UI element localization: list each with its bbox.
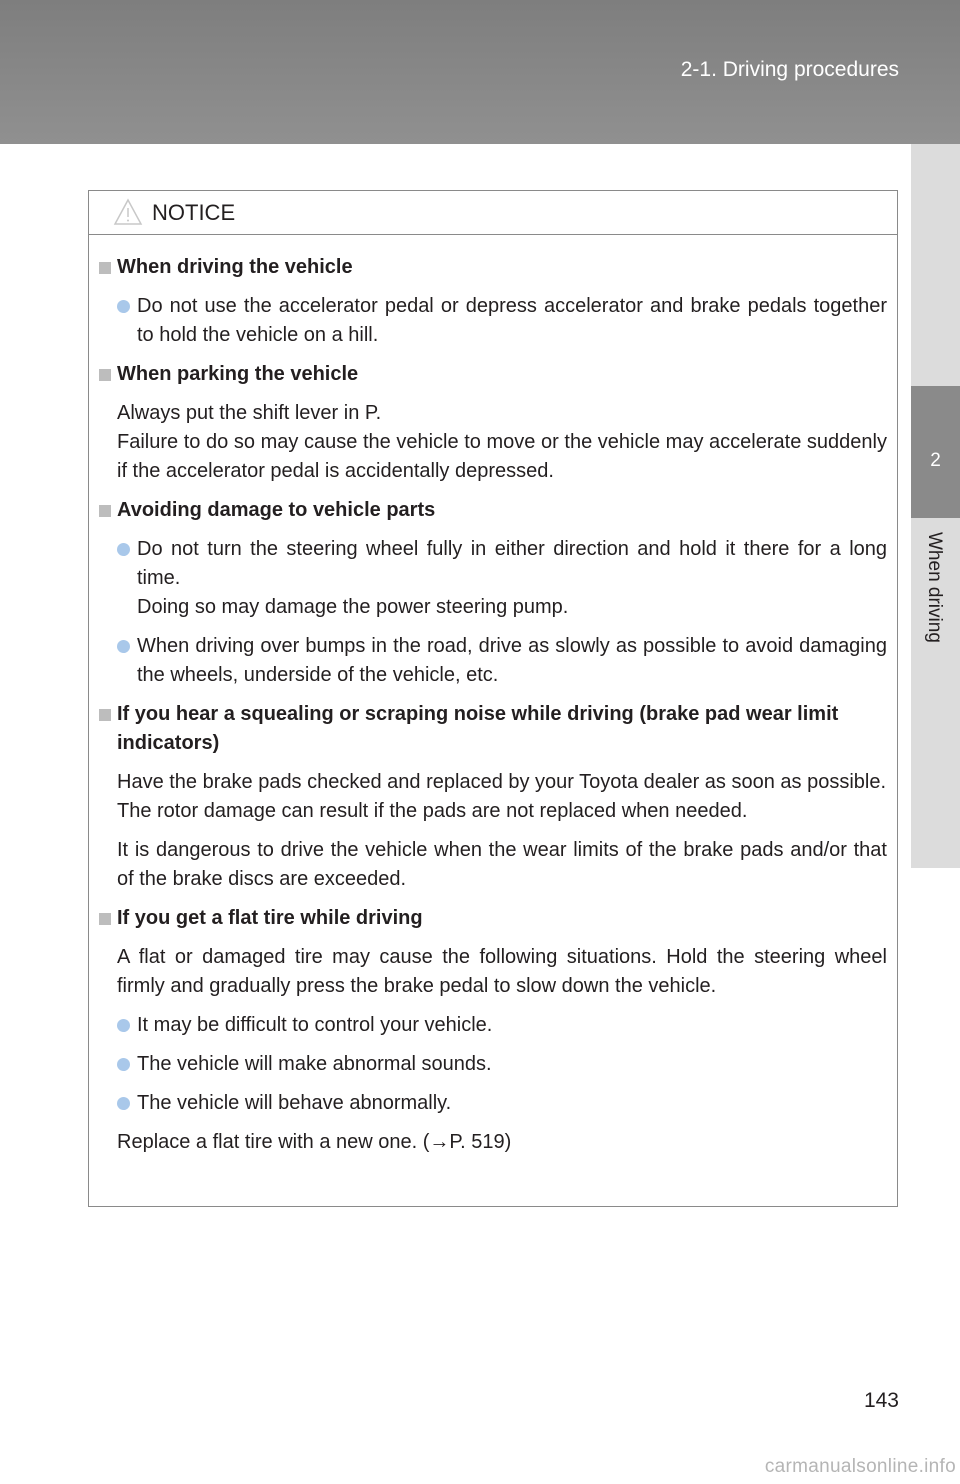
circle-bullet-icon [117, 1097, 130, 1110]
paragraph: It is dangerous to drive the vehicle when the wear limits of the brake pads and/or that of the brake discs are exceeded. [117, 839, 887, 890]
square-bullet-icon [99, 505, 111, 517]
square-bullet-icon [99, 709, 111, 721]
warning-triangle-icon [113, 198, 143, 226]
paragraph: Replace a flat tire with a new one. (→P. 519) [117, 1131, 512, 1153]
bullet-item: Do not turn the steering wheel fully in either direction and hold it there for a long time. Doing so may damage the power steering pump. [117, 535, 887, 622]
circle-bullet-icon [117, 640, 130, 653]
paragraph: Have the brake pads checked and replaced by your Toyota dealer as soon as possible. The rotor damage can result if the pads are not replaced when needed. [117, 771, 887, 822]
section-heading: Avoiding damage to vehicle parts [99, 496, 887, 525]
section-heading: When driving the vehicle [99, 253, 887, 282]
notice-title: NOTICE [152, 200, 236, 225]
notice-header [89, 191, 897, 235]
section-heading: If you get a flat tire while driving [99, 904, 887, 933]
square-bullet-icon [99, 262, 111, 274]
paragraph: Always put the shift lever in P. Failure to do so may cause the vehicle to move or the vehicle may accelerate suddenly if the accelerator pedal is accidentally depressed. [117, 402, 887, 482]
chapter-number: 2 [930, 450, 941, 471]
bullet-item: Do not use the accelerator pedal or depress accelerator and brake pedals together to hold the vehicle on a hill. [117, 292, 887, 350]
page-number: 143 [863, 1389, 899, 1412]
section-heading: If you hear a squealing or scraping noise while driving (brake pad wear limit indicators) [99, 700, 887, 758]
bullet-item: The vehicle will make abnormal sounds. [117, 1050, 887, 1079]
bullet-item: It may be difficult to control your vehicle. [117, 1011, 887, 1040]
notice-box [88, 190, 898, 1207]
page-header [0, 0, 960, 144]
section-heading: When parking the vehicle [99, 360, 887, 389]
bullet-item: When driving over bumps in the road, drive as slowly as possible to avoid damaging the wheels, underside of the vehicle, etc. [117, 632, 887, 690]
notice-body [89, 235, 897, 1157]
paragraph: A flat or damaged tire may cause the following situations. Hold the steering wheel firmly and gradually press the brake pedal to slow down the vehicle. [117, 946, 887, 997]
circle-bullet-icon [117, 543, 130, 556]
circle-bullet-icon [117, 1019, 130, 1032]
side-tab-top [911, 144, 960, 386]
watermark: carmanualsonline.info [764, 1456, 956, 1477]
circle-bullet-icon [117, 300, 130, 313]
square-bullet-icon [99, 913, 111, 925]
square-bullet-icon [99, 369, 111, 381]
bullet-item: The vehicle will behave abnormally. [117, 1089, 887, 1118]
circle-bullet-icon [117, 1058, 130, 1071]
section-title: 2-1. Driving procedures [680, 58, 899, 81]
chapter-label: When driving [924, 532, 945, 643]
